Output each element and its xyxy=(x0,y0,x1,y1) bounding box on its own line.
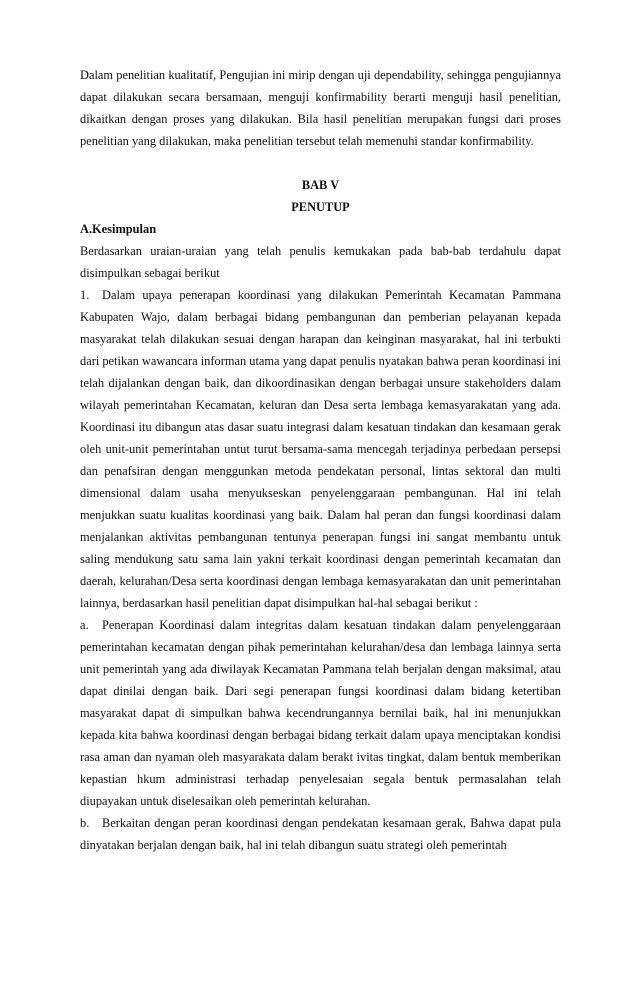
chapter-title: PENUTUP xyxy=(291,200,350,214)
list-marker: b. xyxy=(80,816,90,830)
list-item-1 xyxy=(80,284,561,614)
chapter-number: BAB V xyxy=(301,178,340,192)
list-item-text: Penerapan Koordinasi dalam integritas dalam kesatuan tindakan dalam penyelenggaraan pemerintahan kecamatan dengan pihak pemerintahan kelurahan/desa dan lembaga lainnya serta unit pemerintah yang ada diwilayak Kecamatan Pammana telah berjalan dengan maksimal, atau dapat dinilai dengan baik. Dari segi penerapan fungsi koordinasi dalam bidang ketertiban masyarakat dapat di simpulkan bahwa kecendrungannya bernilai baik, hal ini menunjukkan kepada kita bahwa koordinasi dengan berbagai bidang terkait dalam upaya menciptakan kondisi rasa aman dan nyaman oleh masyarakata dalam berakt ivitas tingkat, dalam bentuk memberikan kepastian hkum administrasi terhadap penyelesaian segala bentuk permasalahan telah diupayakan untuk diselesaikan oleh pemerintah kelurahan. xyxy=(80,618,561,808)
list-item-b xyxy=(80,812,561,856)
spacer xyxy=(80,152,561,174)
list-marker: 1. xyxy=(80,288,90,302)
section-heading: A.Kesimpulan xyxy=(80,222,157,236)
list-marker: a. xyxy=(80,618,89,632)
intro-paragraph: Dalam penelitian kualitatif, Pengujian ini mirip dengan uji dependability, sehingga pengujiannya dapat dilakukan secara bersamaan, menguji konfirmability berarti menguji hasil penelitian, dikaitkan dengan proses yang dilakukan. Bila hasil penelitian merupakan fungsi dari proses penelitian yang dilakukan, maka penelitian tersebut telah memenuhi standar konfirmability. xyxy=(80,68,561,148)
list-item-text: Berkaitan dengan peran koordinasi dengan pendekatan kesamaan gerak, Bahwa dapat pula dinyatakan berjalan dengan baik, hal ini telah dibangun suatu strategi oleh pemerintah xyxy=(80,816,561,852)
list-item-text: Dalam upaya penerapan koordinasi yang dilakukan Pemerintah Kecamatan Pammana Kabupaten Wajo, dalam berbagai bidang pembangunan dan pemberian pelayanan kepada masyarakat telah dilakukan sesuai dengan harapan dan keinginan masyarakat, hal ini terbukti dari petikan wawancara informan utama yang dapat penulis nyatakan bahwa peran koordinasi ini telah dijalankan dengan baik, dan dikoordinasikan dengan berbagai unsure stakeholders dalam wilayah pemerintahan Kecamatan, keluran dan Desa serta lembaga kemasyarakatan yang ada. Koordinasi itu dibangun atas dasar suatu integrasi dalam kesatuan tindakan dan kesamaan gerak oleh unit-unit pemerintahan untut turut bersama-sama mencegah terjadinya perbedaan persepsi dan penafsiran dengan menggunkan metoda pendekatan personal, lintas sektoral dan multi dimensional dalam usaha menyukseskan penyelenggaraan pembangunan. Hal ini telah menjukkan suatu kualitas koordinasi yang baik. Dalam hal peran dan fungsi koordinasi dalam menjalankan aktivitas pembangunan tentunya penerapan fungsi ini sangat membantu untuk saling mendukung satu sama lain yakni terkait koordinasi dengan pemerintah kecamatan dan daerah, kelurahan/Desa serta koordinasi dengan lembaga kemasyarakatan dan unit pemerintahan lainnya, berdasarkan hasil penelitian dapat disimpulkan hal-hal sebagai berikut : xyxy=(80,288,561,610)
section-intro: Berdasarkan uraian-uraian yang telah penulis kemukakan pada bab-bab terdahulu dapat disimpulkan sebagai berikut xyxy=(80,244,561,280)
document-page xyxy=(80,64,561,856)
list-item-a xyxy=(80,614,561,812)
